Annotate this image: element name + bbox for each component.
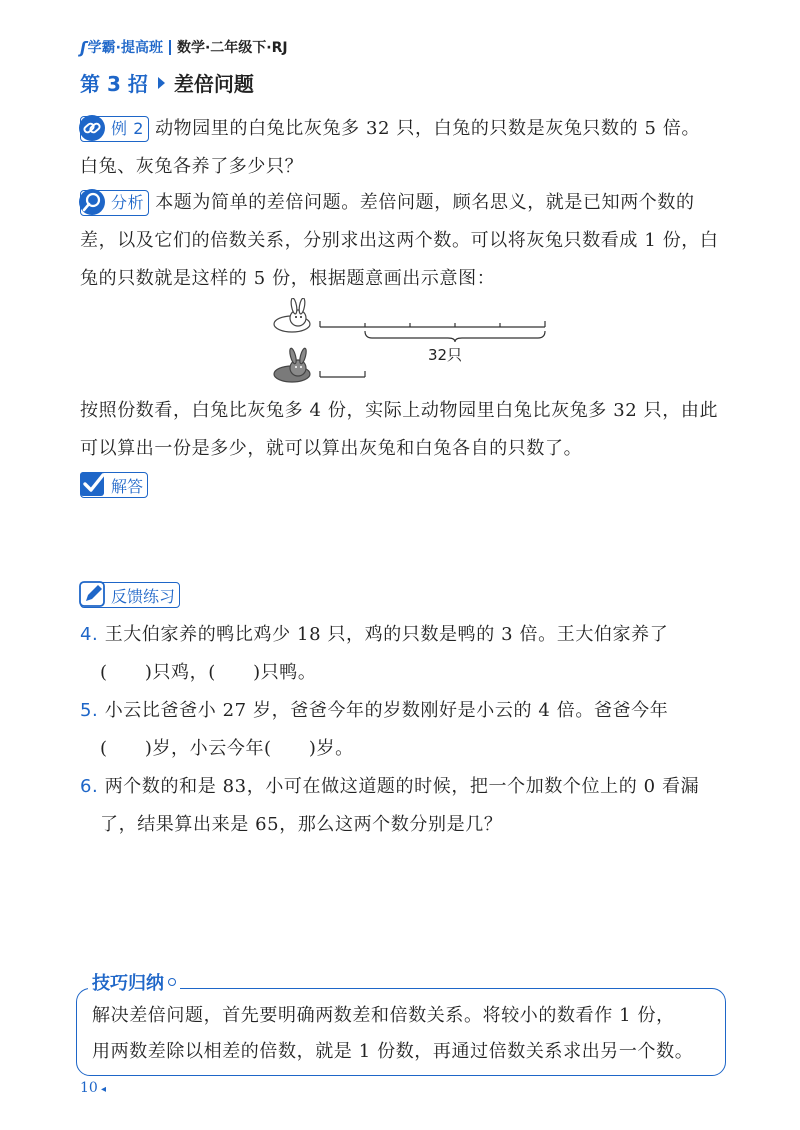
bar-diagram (260, 298, 560, 390)
header-divider (169, 40, 171, 55)
answer-tag (80, 472, 148, 498)
example-text-line1: 动物园里的白兔比灰兔多 32 只，白兔的只数是灰兔只数的 5 倍。 (155, 118, 701, 139)
grey-rabbit-bar (320, 371, 365, 377)
summary-line1: 解决差倍问题，首先要明确两数差和倍数关系。将较小的数看作 1 份， (92, 1005, 675, 1026)
difference-brace (365, 331, 545, 342)
example-tag-label: 例 2 (111, 119, 145, 138)
analysis-conclusion (80, 392, 730, 468)
checkmark-icon (78, 469, 108, 499)
pencil-icon (78, 579, 108, 609)
white-rabbit-bar (320, 321, 545, 327)
practice-item-line1: 两个数的和是 83，小可在做这道题的时候，把一个加数个位上的 0 看漏 (104, 776, 700, 797)
magnifier-icon (78, 187, 108, 217)
analysis-after-line1: 按照份数看，白兔比灰兔多 4 份，实际上动物园里白兔比灰兔多 32 只，由此 (80, 400, 719, 421)
practice-item-6 (80, 768, 730, 844)
answer-tag-label: 解答 (111, 476, 144, 496)
example-text-line2: 白兔、灰兔各养了多少只？ (80, 156, 304, 177)
triangle-right-icon (158, 77, 165, 89)
link-chain-icon (78, 113, 108, 143)
summary-title (88, 969, 180, 995)
summary-text (92, 998, 717, 1070)
analysis-tag (80, 190, 149, 216)
practice-item-line2: ( )岁，小云今年( )岁。 (100, 738, 354, 759)
practice-item-line1: 小云比爸爸小 27 岁，爸爸今年的岁数刚好是小云的 4 倍。爸爸今年 (104, 700, 669, 721)
white-rabbit-icon (274, 298, 310, 332)
answer-section (80, 472, 154, 498)
summary-title-text: 技巧归纳 (92, 973, 164, 994)
practice-item-number: 5. (80, 700, 99, 721)
practice-tag (80, 582, 180, 608)
lesson-name: 差倍问题 (173, 72, 254, 96)
analysis-block (80, 184, 730, 298)
analysis-after-line2: 可以算出一份是多少，就可以算出灰兔和白兔各自的只数了。 (80, 438, 583, 459)
practice-section (80, 582, 186, 608)
example-tag (80, 116, 149, 142)
brand-logo-icon: ʃ (80, 37, 87, 57)
summary-line2: 用两数差除以相差的倍数，就是 1 份数，再通过倍数关系求出另一个数。 (92, 1041, 694, 1062)
practice-item-number: 6. (80, 776, 99, 797)
difference-label: 32只 (427, 346, 463, 364)
practice-item-line1: 王大伯家养的鸭比鸡少 18 只，鸡的只数是鸭的 3 倍。王大伯家养了 (104, 624, 669, 645)
circle-dot-icon (168, 978, 176, 986)
practice-item-line2: 了，结果算出来是 65，那么这两个数分别是几？ (100, 814, 503, 835)
practice-item-line2: ( )只鸡，( )只鸭。 (100, 662, 317, 683)
page-header (80, 34, 288, 60)
practice-item-4 (80, 616, 730, 692)
subject-label: 数学·二年级下·RJ (176, 40, 288, 56)
analysis-line2: 差，以及它们的倍数关系，分别求出这两个数。可以将灰兔只数看成 1 份，白 (80, 230, 719, 251)
brand (80, 37, 163, 57)
analysis-tag-label: 分析 (111, 193, 145, 212)
brand-name: 学霸·提高班 (87, 40, 163, 56)
practice-tag-label: 反馈练习 (111, 586, 176, 606)
practice-item-5 (80, 692, 730, 768)
analysis-line1: 本题为简单的差倍问题。差倍问题，顾名思义，就是已知两个数的 (155, 192, 695, 213)
page-number: 10 ◂ (80, 1080, 107, 1096)
practice-item-number: 4. (80, 624, 99, 645)
analysis-line3: 兔的只数就是这样的 5 份，根据题意画出示意图： (80, 268, 496, 289)
grey-rabbit-icon (274, 348, 310, 382)
lesson-title (80, 68, 254, 97)
lesson-number: 第 3 招 (80, 72, 148, 96)
example-block (80, 110, 730, 186)
